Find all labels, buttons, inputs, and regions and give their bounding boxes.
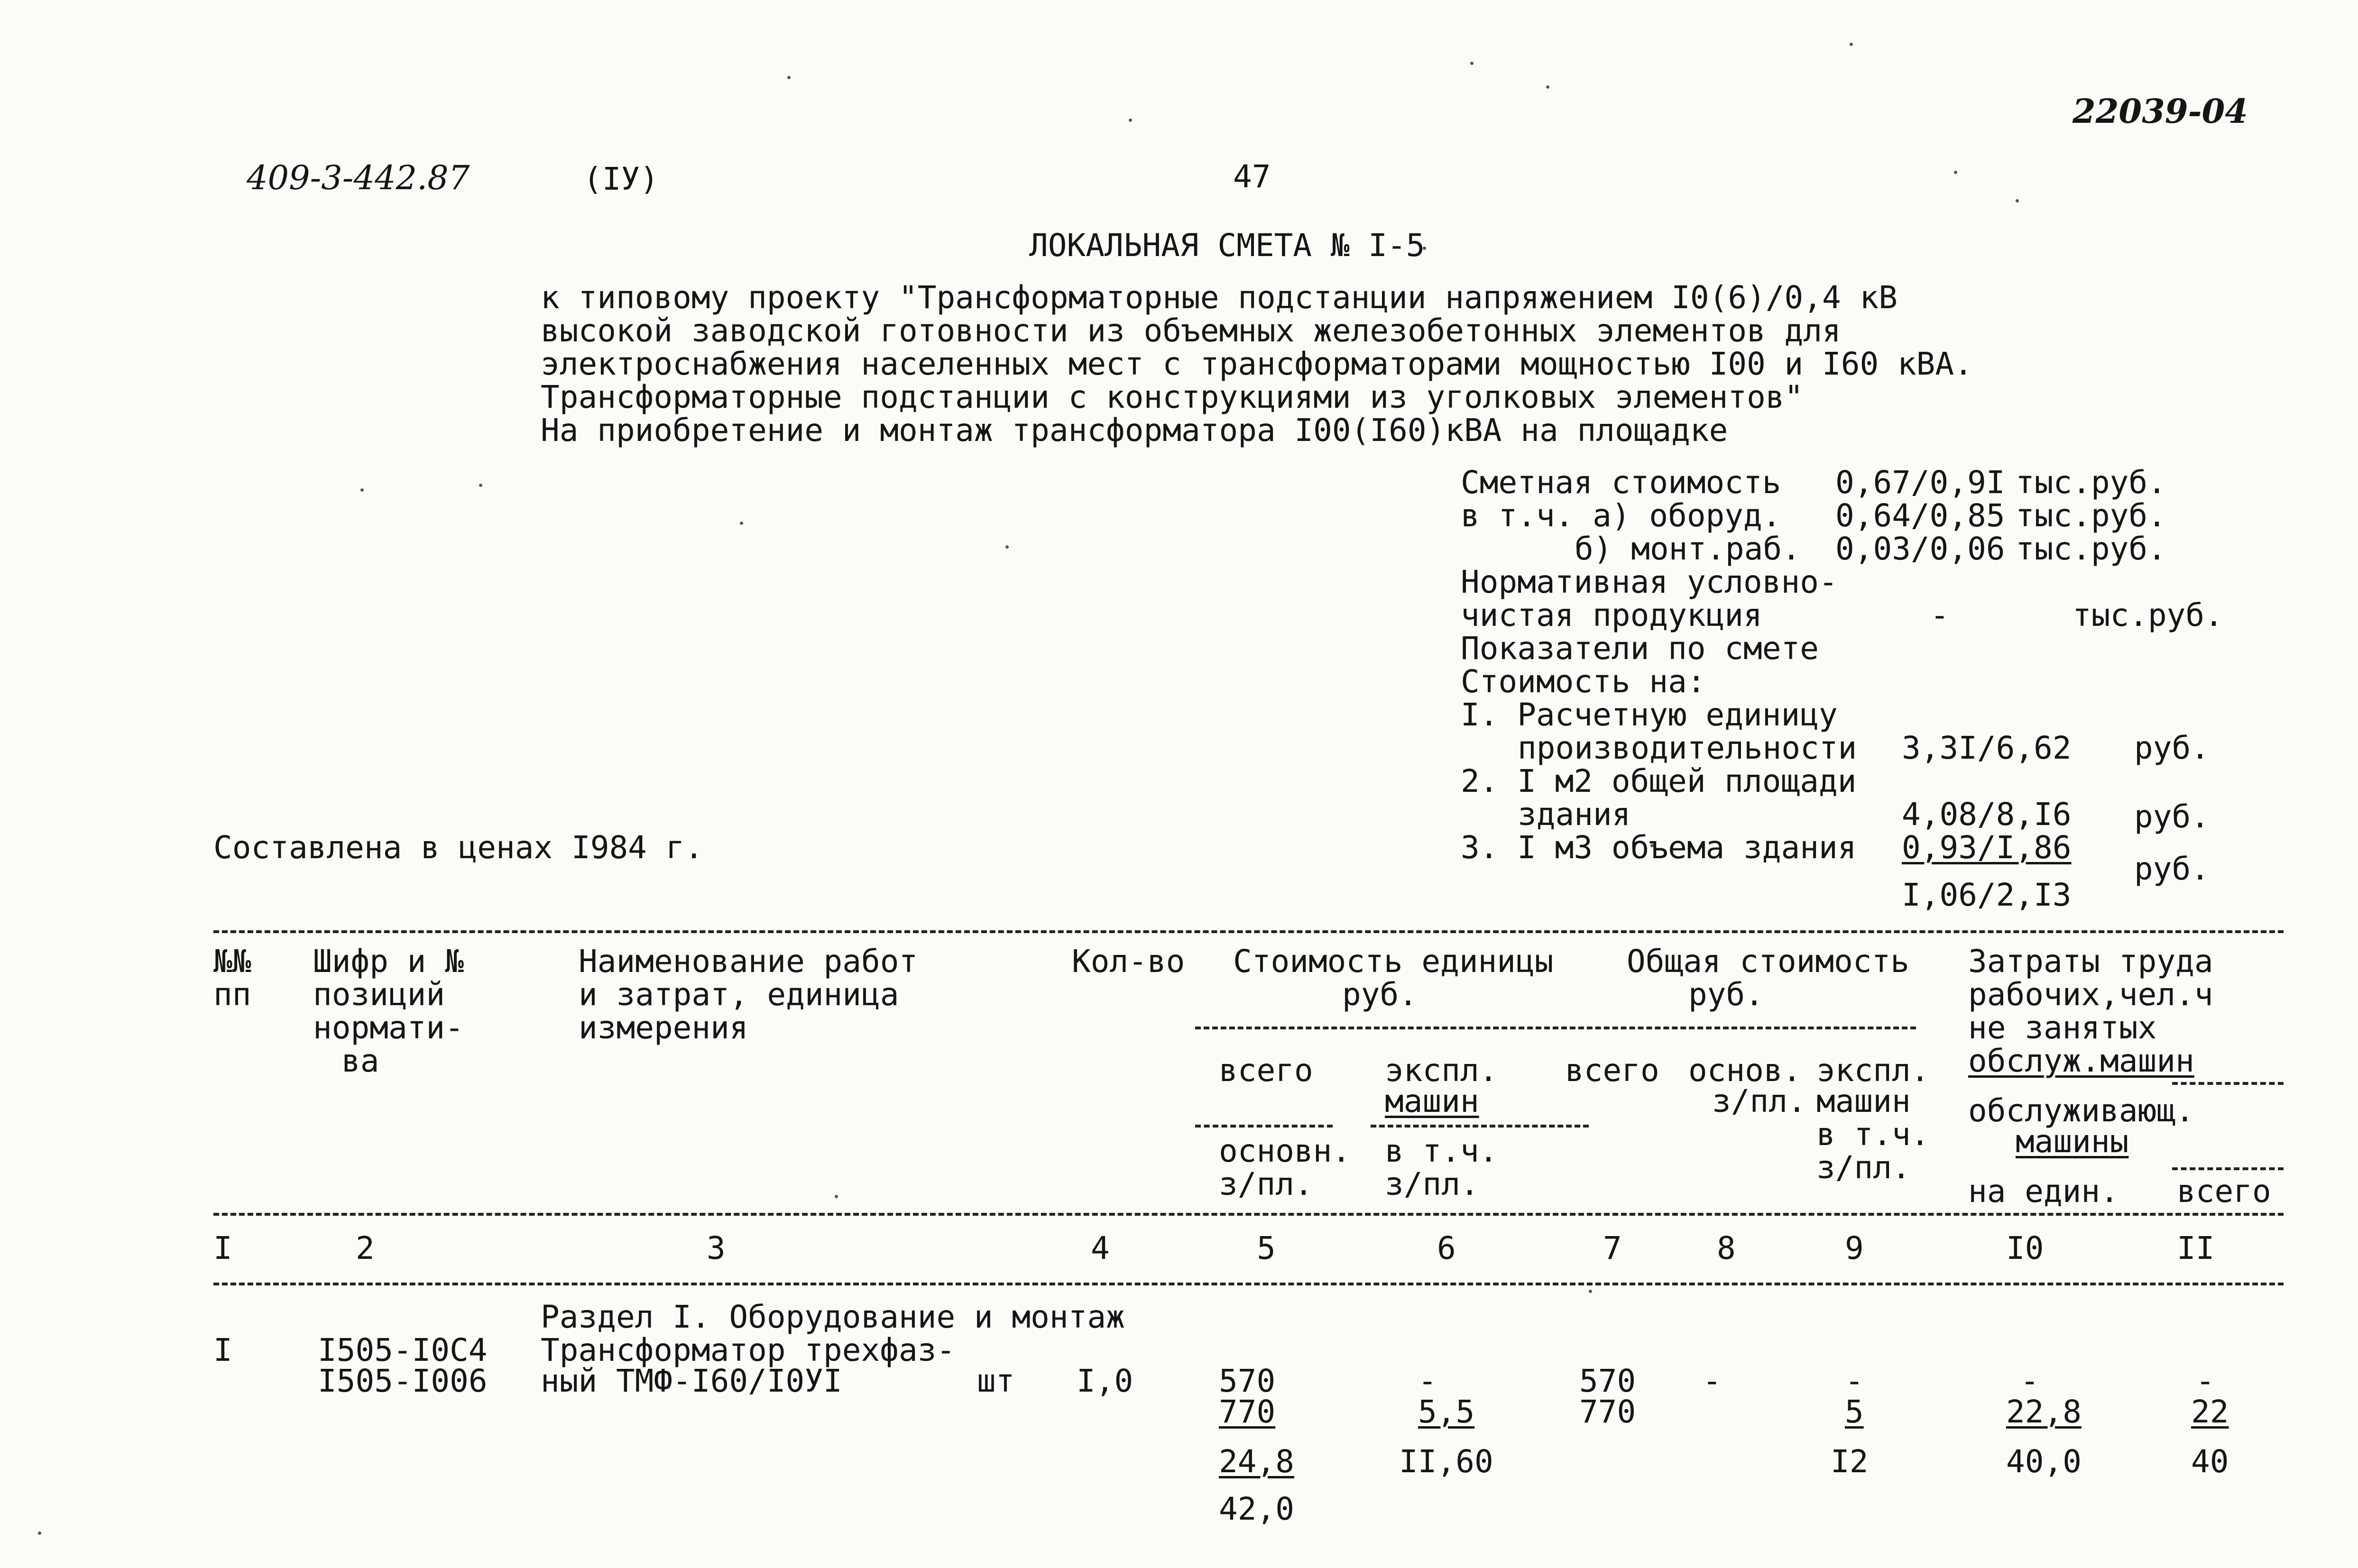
col9-header: в т.ч. — [1816, 1116, 1930, 1153]
row-number: I — [213, 1332, 232, 1368]
cost-on-label: Стоимость на: — [1461, 663, 1706, 700]
estimated-cost-value: 0,67/0,9I — [1835, 464, 2005, 501]
indicator-2-line2: здания — [1518, 796, 1631, 833]
column-number: 7 — [1603, 1230, 1622, 1266]
indicator-1-line2: производительности — [1518, 730, 1857, 766]
row-name-line: Трансформатор трехфаз- — [541, 1332, 956, 1368]
labor-per-unit: 22,8 — [2006, 1394, 2082, 1430]
column-number: 2 — [356, 1230, 375, 1266]
row-quantity: I,0 — [1077, 1363, 1133, 1399]
unit-machines: 5,5 — [1418, 1394, 1475, 1430]
header-bottom-rule — [213, 1213, 2284, 1216]
installation-value: 0,03/0,06 — [1835, 531, 2005, 567]
indicator-1-value: 3,3I/6,62 — [1902, 730, 2072, 766]
column-numbers-rule — [213, 1283, 2284, 1285]
col5-top-header: всего — [1219, 1052, 1313, 1089]
indicator-2-value: 4,08/8,I6 — [1902, 796, 2072, 833]
indicator-3-line: 3. I м3 объема здания — [1461, 829, 1857, 866]
labor-header-line: рабочих,чел.ч — [1968, 976, 2213, 1013]
indicators-label: Показатели по смете — [1461, 630, 1819, 667]
labor-header-line: Затраты труда — [1968, 943, 2213, 980]
row-name-line: ный ТМФ-I60/I0УI — [541, 1363, 842, 1399]
normative-value: - — [1930, 597, 1949, 633]
subtitle-line: электроснабжения населенных мест с трансформаторами мощностью I00 и I60 кВА. — [541, 346, 1973, 382]
col1-header-line: №№ — [213, 943, 251, 980]
col8-header: основ. — [1688, 1052, 1802, 1089]
unit-cost-unit: руб. — [1342, 976, 1418, 1013]
total-cost-unit: руб. — [1688, 976, 1764, 1013]
indicator-1-line1: I. Расчетную единицу — [1461, 697, 1838, 733]
labor-subrule — [2172, 1082, 2284, 1085]
cost-subheader-rule — [1195, 1027, 1916, 1029]
estimate-title: ЛОКАЛЬНАЯ СМЕТА № I-5 — [1029, 227, 1425, 264]
col2-header-line: Шифр и № — [313, 943, 464, 980]
indicator-2-line1: 2. I м2 общей площади — [1461, 763, 1857, 799]
col6-top-header: машин — [1385, 1083, 1479, 1119]
unit-rub: руб. — [2134, 851, 2210, 887]
total-machines-wages: I2 — [1831, 1443, 1869, 1480]
volume-number: (IУ) — [583, 161, 659, 197]
row-code: I505-I0C4 — [318, 1332, 488, 1368]
normative-label-line2: чистая продукция — [1461, 597, 1762, 633]
col3-header-line: и затрат, единица — [579, 976, 899, 1013]
total-cost: 570 — [1579, 1363, 1636, 1399]
total-cost-alt: 770 — [1579, 1394, 1636, 1430]
total-subrule — [1195, 1125, 1333, 1128]
equipment-value: 0,64/0,85 — [1835, 497, 2005, 534]
unit-cost-total-alt: 770 — [1219, 1394, 1276, 1430]
unit-machines-dash: - — [1418, 1363, 1437, 1399]
col9-header: машин — [1816, 1083, 1911, 1119]
equipment-label: в т.ч. а) оборуд. — [1461, 497, 1781, 534]
total-machines: 5 — [1845, 1394, 1864, 1430]
document-code: 409-3-442.87 — [247, 158, 470, 197]
col9-header: з/пл. — [1816, 1149, 1911, 1186]
unit-cost-header: Стоимость единицы — [1233, 943, 1554, 980]
col3-header-line: измерения — [579, 1009, 748, 1046]
col1-header-line: пп — [213, 976, 251, 1013]
table-top-rule — [213, 930, 2284, 933]
unit-rub: руб. — [2134, 730, 2210, 766]
unit-label: тыс.руб. — [2016, 464, 2166, 501]
column-number: 4 — [1091, 1230, 1110, 1266]
col5-bottom-header: з/пл. — [1219, 1166, 1313, 1202]
col9-header: экспл. — [1816, 1052, 1930, 1089]
page-number: 47 — [1233, 158, 1271, 195]
column-number: 8 — [1717, 1230, 1736, 1266]
subtitle-line: На приобретение и монтаж трансформатора I00(I60)кВА на площадке — [541, 412, 1728, 449]
prices-note: Составлена в ценах I984 г. — [213, 829, 704, 866]
installation-label: б) монт.раб. — [1575, 531, 1801, 567]
labor-header-line: обслуж.машин — [1968, 1043, 2194, 1079]
col6-bottom-header: в т.ч. — [1385, 1133, 1498, 1169]
col8-header: з/пл. — [1712, 1083, 1806, 1119]
subtitle-line: Трансформаторные подстанции с конструкциями из уголковых элементов" — [541, 379, 1804, 415]
labor-per-unit-alt: 40,0 — [2006, 1443, 2082, 1480]
col7-header: всего — [1565, 1052, 1659, 1089]
col2-header-line: нормати- — [313, 1009, 464, 1046]
normative-label-line1: Нормативная условно- — [1461, 564, 1838, 600]
indicator-3-value-numerator: 0,93/I,86 — [1902, 829, 2072, 866]
labor-total: 22 — [2191, 1394, 2229, 1430]
subtitle-line: высокой заводской готовности из объемных железобетонных элементов для — [541, 312, 1841, 349]
unit-label: тыс.руб. — [2016, 497, 2166, 534]
column-number: II — [2177, 1230, 2215, 1266]
column-number: 3 — [707, 1230, 726, 1266]
labor-header-line: не занятых — [1968, 1009, 2157, 1046]
estimated-cost-label: Сметная стоимость — [1461, 464, 1781, 501]
total-cost-header: Общая стоимость — [1627, 943, 1910, 980]
row-unit: шт — [977, 1363, 1015, 1399]
column-number: I0 — [2006, 1230, 2044, 1266]
unit-cost-total: 570 — [1219, 1363, 1276, 1399]
labor-total-dash: - — [2196, 1363, 2215, 1399]
total-wages: - — [1703, 1363, 1722, 1399]
indicator-3-value-denominator: I,06/2,I3 — [1902, 877, 2072, 913]
archive-number: 22039-04 — [2072, 92, 2248, 131]
column-number: 5 — [1257, 1230, 1276, 1266]
column-number: I — [213, 1230, 232, 1266]
labor-header-line: обслуживающ. — [1968, 1092, 2194, 1129]
col3-header-line: Наименование работ — [579, 943, 918, 980]
col4-header: Кол-во — [1072, 943, 1185, 980]
labor-total-alt: 40 — [2191, 1443, 2229, 1480]
col10-header: на един. — [1968, 1173, 2119, 1210]
unit-cost-wages: 24,8 — [1219, 1443, 1294, 1480]
total-machines-dash: - — [1845, 1363, 1864, 1399]
labor-subrule-2 — [2172, 1167, 2284, 1170]
col2-header-line: ва — [341, 1043, 379, 1079]
subtitle-line: к типовому проекту "Трансформаторные подстанции напряжением I0(6)/0,4 кВ — [541, 279, 1897, 316]
col5-bottom-header: основн. — [1219, 1133, 1351, 1169]
machines-subrule — [1371, 1125, 1589, 1128]
col11-header: всего — [2177, 1173, 2271, 1210]
labor-per-unit-dash: - — [2020, 1363, 2039, 1399]
col6-bottom-header: з/пл. — [1385, 1166, 1479, 1202]
unit-label: тыс.руб. — [2072, 597, 2223, 633]
section-title: Раздел I. Оборудование и монтаж — [541, 1299, 1125, 1335]
unit-cost-wages-alt: 42,0 — [1219, 1491, 1294, 1527]
unit-label: тыс.руб. — [2016, 531, 2166, 567]
unit-rub: руб. — [2134, 798, 2210, 835]
labor-header-line: машины — [2016, 1123, 2129, 1160]
col2-header-line: позиций — [313, 976, 445, 1013]
column-number: 9 — [1845, 1230, 1864, 1266]
row-code: I505-I006 — [318, 1363, 488, 1399]
unit-machines-wages: II,60 — [1399, 1443, 1493, 1480]
column-number: 6 — [1437, 1230, 1456, 1266]
col6-top-header: экспл. — [1385, 1052, 1498, 1089]
